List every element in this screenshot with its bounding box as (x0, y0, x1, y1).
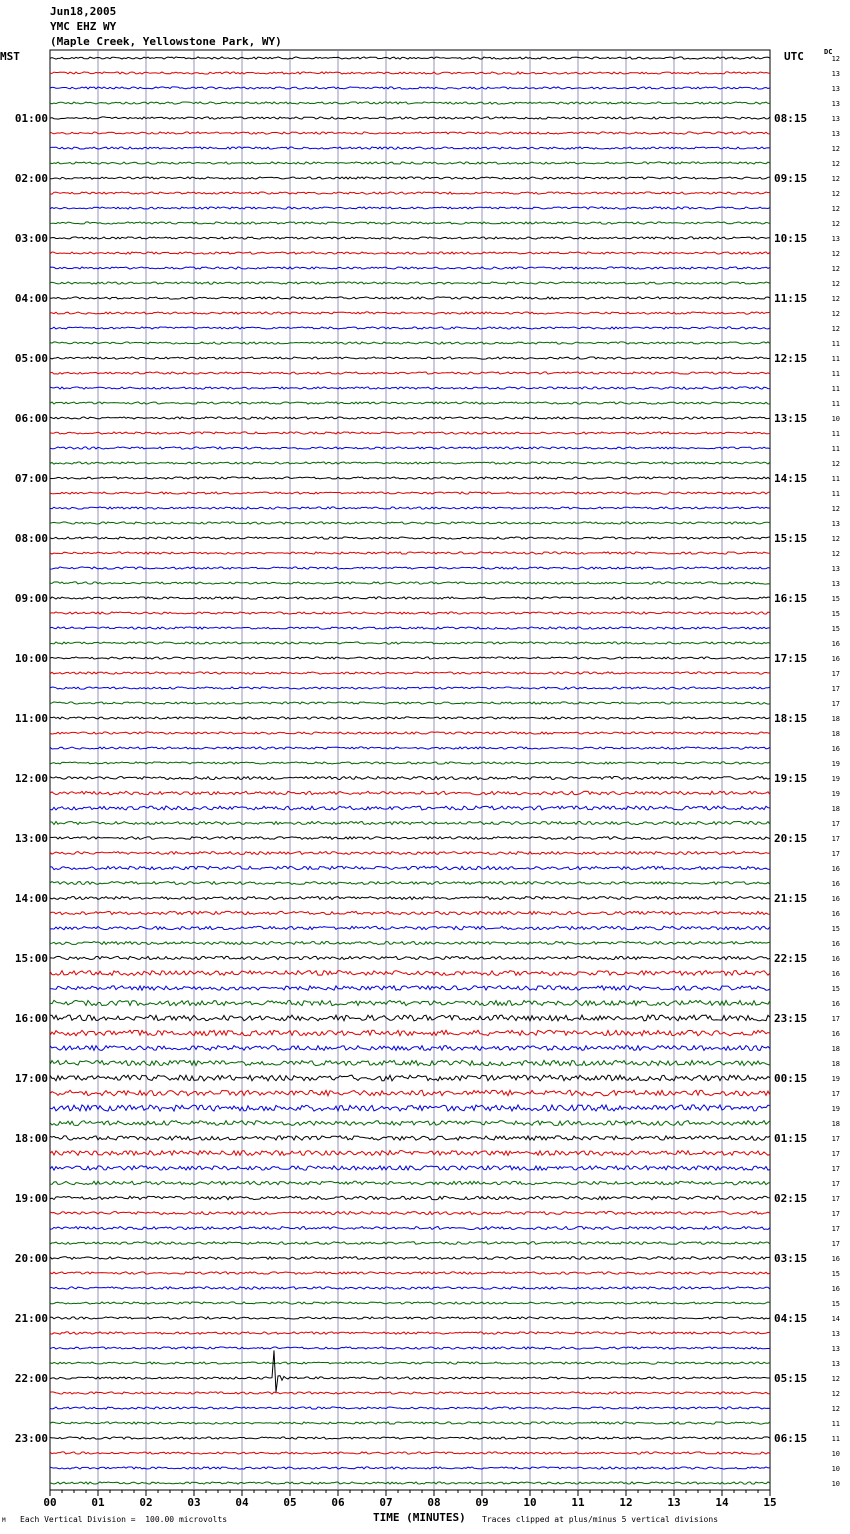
seismic-trace (50, 1121, 770, 1126)
dc-offset-value: 13 (831, 235, 840, 243)
seismic-trace (50, 447, 770, 449)
mst-hour-label: 13:00 (14, 832, 48, 845)
dc-offset-value: 11 (831, 475, 840, 483)
mst-hour-label: 04:00 (14, 292, 48, 305)
seismic-trace (50, 762, 770, 764)
dc-offset-value: 13 (831, 100, 840, 108)
x-tick-label: 00 (43, 1496, 57, 1509)
dc-offset-value: 17 (831, 1240, 840, 1248)
utc-hour-label: 12:15 (774, 352, 808, 365)
dc-offset-value: 16 (831, 1030, 840, 1038)
dc-offset-value: 17 (831, 1180, 840, 1188)
x-tick-label: 04 (235, 1496, 249, 1509)
mst-hour-label: 08:00 (14, 532, 48, 545)
seismic-trace (50, 192, 770, 194)
dc-offset-value: 16 (831, 880, 840, 888)
mst-hour-label: 16:00 (14, 1012, 48, 1025)
scale-note: Each Vertical Division = 100.00 microvolts (20, 1515, 228, 1524)
seismic-trace (50, 582, 770, 584)
seismic-trace (50, 1257, 770, 1260)
dc-offset-value: 12 (831, 535, 840, 543)
dc-offset-value: 12 (831, 220, 840, 228)
seismic-trace (50, 117, 770, 119)
x-axis-title: TIME (MINUTES) (373, 1511, 466, 1524)
seismic-trace (50, 1151, 770, 1156)
seismic-trace (50, 897, 770, 900)
seismic-trace (50, 866, 770, 870)
dc-offset-value: 17 (831, 1210, 840, 1218)
x-tick-label: 14 (715, 1496, 729, 1509)
seismic-trace (50, 567, 770, 569)
seismic-trace (50, 1467, 770, 1469)
mst-hour-label: 03:00 (14, 232, 48, 245)
seismic-trace (50, 507, 770, 509)
seismic-trace (50, 237, 770, 239)
seismic-trace (50, 1105, 770, 1111)
seismic-trace (50, 597, 770, 599)
dc-offset-value: 11 (831, 490, 840, 498)
dc-offset-value: 11 (831, 1420, 840, 1428)
mst-hour-label: 11:00 (14, 712, 48, 725)
seismic-trace (50, 1422, 770, 1424)
dc-offset-value: 19 (831, 760, 840, 768)
mst-hour-label: 22:00 (14, 1372, 48, 1385)
dc-offset-value: 17 (831, 1195, 840, 1203)
mst-hour-label: 10:00 (14, 652, 48, 665)
seismic-trace (50, 1317, 770, 1319)
seismic-trace (50, 492, 770, 494)
utc-hour-label: 13:15 (774, 412, 808, 425)
dc-offset-value: 18 (831, 1120, 840, 1128)
seismic-trace (50, 1392, 770, 1394)
seismic-trace (50, 1437, 770, 1439)
seismic-trace (50, 971, 770, 976)
seismic-trace (50, 132, 770, 134)
seismic-trace (50, 1090, 770, 1096)
utc-hour-label: 10:15 (774, 232, 808, 245)
dc-offset-value: 17 (831, 835, 840, 843)
dc-offset-value: 12 (831, 325, 840, 333)
mst-hour-label: 19:00 (14, 1192, 48, 1205)
seismic-trace (50, 417, 770, 419)
seismic-trace (50, 342, 770, 344)
dc-offset-value: 13 (831, 565, 840, 573)
dc-offset-value: 17 (831, 850, 840, 858)
seismic-trace (50, 1482, 770, 1484)
mst-hour-label: 23:00 (14, 1432, 48, 1445)
dc-offset-value: 12 (831, 55, 840, 63)
seismic-trace (50, 1452, 770, 1454)
seismic-trace (50, 1287, 770, 1289)
utc-hour-label: 18:15 (774, 712, 808, 725)
seismic-trace (50, 282, 770, 284)
seismic-trace (50, 1332, 770, 1334)
seismic-trace (50, 522, 770, 524)
utc-hour-label: 23:15 (774, 1012, 808, 1025)
seismic-trace (50, 627, 770, 629)
dc-offset-value: 18 (831, 805, 840, 813)
dc-offset-value: 12 (831, 175, 840, 183)
dc-offset-value: 18 (831, 715, 840, 723)
utc-hour-label: 05:15 (774, 1372, 808, 1385)
dc-offset-value: 16 (831, 1255, 840, 1263)
x-tick-label: 11 (571, 1496, 585, 1509)
station-date: Jun18,2005 (50, 5, 117, 18)
dc-offset-value: 16 (831, 910, 840, 918)
seismic-trace (50, 1362, 770, 1364)
mst-hour-label: 21:00 (14, 1312, 48, 1325)
dc-offset-value: 10 (831, 1450, 840, 1458)
dc-offset-value: 11 (831, 400, 840, 408)
seismic-trace (50, 297, 770, 299)
seismic-trace (50, 267, 770, 269)
seismic-trace (50, 207, 770, 209)
seismic-trace (50, 1407, 770, 1409)
seismic-trace (50, 926, 770, 930)
seismic-trace (50, 252, 770, 254)
seismic-trace (50, 177, 770, 179)
seismic-trace (50, 822, 770, 825)
dc-offset-value: 12 (831, 505, 840, 513)
utc-hour-label: 00:15 (774, 1072, 808, 1085)
dc-offset-value: 17 (831, 1165, 840, 1173)
station-location: (Maple Creek, Yellowstone Park, WY) (50, 35, 282, 48)
seismic-trace (50, 57, 770, 59)
seismic-trace (50, 1350, 770, 1392)
dc-offset-value: 17 (831, 1225, 840, 1233)
seismic-trace (50, 162, 770, 164)
dc-offset-value: 11 (831, 340, 840, 348)
dc-offset-value: 11 (831, 355, 840, 363)
dc-offset-value: 19 (831, 790, 840, 798)
x-tick-label: 05 (283, 1496, 297, 1509)
seismic-trace (50, 552, 770, 554)
utc-hour-label: 09:15 (774, 172, 808, 185)
seismic-trace (50, 717, 770, 719)
mst-hour-label: 07:00 (14, 472, 48, 485)
seismic-trace (50, 537, 770, 539)
dc-offset-value: 13 (831, 115, 840, 123)
dc-offset-value: 17 (831, 1150, 840, 1158)
dc-offset-value: 16 (831, 655, 840, 663)
dc-offset-value: 12 (831, 550, 840, 558)
dc-offset-value: 12 (831, 265, 840, 273)
dc-offset-value: 16 (831, 940, 840, 948)
dc-offset-value: 13 (831, 130, 840, 138)
mst-hour-label: 02:00 (14, 172, 48, 185)
seismic-trace (50, 357, 770, 359)
seismic-trace (50, 687, 770, 689)
dc-offset-value: 12 (831, 310, 840, 318)
dc-offset-value: 11 (831, 370, 840, 378)
mst-hour-label: 01:00 (14, 112, 48, 125)
clip-note: Traces clipped at plus/minus 5 vertical divisions (482, 1515, 719, 1524)
seismic-trace (50, 72, 770, 74)
seismic-trace (50, 1060, 770, 1065)
left-timezone-label: MST (0, 50, 20, 63)
seismic-trace (50, 702, 770, 704)
corner-mark: M (2, 1517, 6, 1524)
utc-hour-label: 17:15 (774, 652, 808, 665)
mst-hour-label: 14:00 (14, 892, 48, 905)
dc-offset-value: 17 (831, 1015, 840, 1023)
dc-offset-value: 12 (831, 145, 840, 153)
mst-hour-label: 20:00 (14, 1252, 48, 1265)
dc-offset-value: 16 (831, 1000, 840, 1008)
seismic-trace (50, 942, 770, 945)
seismic-trace (50, 956, 770, 959)
seismic-trace (50, 102, 770, 104)
mst-hour-label: 09:00 (14, 592, 48, 605)
dc-offset-value: 15 (831, 925, 840, 933)
seismic-trace (50, 1242, 770, 1245)
seismic-trace (50, 222, 770, 224)
dc-offset-value: 12 (831, 295, 840, 303)
seismic-trace (50, 791, 770, 795)
utc-hour-label: 06:15 (774, 1432, 808, 1445)
seismic-trace (50, 1030, 770, 1035)
dc-offset-value: 17 (831, 1135, 840, 1143)
seismic-trace (50, 387, 770, 389)
dc-offset-value: 13 (831, 580, 840, 588)
utc-hour-label: 08:15 (774, 112, 808, 125)
dc-offset-header: DC (824, 48, 833, 56)
dc-offset-value: 16 (831, 865, 840, 873)
utc-hour-label: 03:15 (774, 1252, 808, 1265)
seismic-trace (50, 462, 770, 464)
seismic-trace (50, 837, 770, 840)
utc-hour-label: 11:15 (774, 292, 808, 305)
mst-hour-label: 06:00 (14, 412, 48, 425)
seismic-trace (50, 732, 770, 734)
seismic-trace (50, 642, 770, 644)
dc-offset-value: 17 (831, 670, 840, 678)
utc-hour-label: 22:15 (774, 952, 808, 965)
dc-offset-value: 13 (831, 85, 840, 93)
dc-offset-value: 17 (831, 700, 840, 708)
seismic-trace (50, 852, 770, 855)
seismic-trace (50, 1302, 770, 1304)
x-tick-label: 13 (667, 1496, 681, 1509)
dc-offset-value: 17 (831, 820, 840, 828)
seismic-trace (50, 327, 770, 329)
utc-hour-label: 15:15 (774, 532, 808, 545)
seismic-trace (50, 1166, 770, 1170)
right-timezone-label: UTC (784, 50, 804, 63)
seismic-trace (50, 87, 770, 89)
seismic-trace (50, 672, 770, 674)
dc-offset-value: 16 (831, 895, 840, 903)
dc-offset-value: 16 (831, 1285, 840, 1293)
dc-offset-value: 13 (831, 1330, 840, 1338)
dc-offset-value: 17 (831, 1090, 840, 1098)
dc-offset-value: 16 (831, 970, 840, 978)
dc-offset-value: 10 (831, 415, 840, 423)
dc-offset-value: 18 (831, 1060, 840, 1068)
seismic-trace (50, 1196, 770, 1200)
dc-offset-value: 19 (831, 1075, 840, 1083)
station-id: YMC EHZ WY (50, 20, 117, 33)
utc-hour-label: 21:15 (774, 892, 808, 905)
seismic-trace (50, 612, 770, 614)
seismic-trace (50, 882, 770, 885)
dc-offset-value: 13 (831, 1360, 840, 1368)
dc-offset-value: 15 (831, 610, 840, 618)
dc-offset-value: 11 (831, 445, 840, 453)
seismic-trace (50, 1000, 770, 1005)
seismic-trace (50, 1227, 770, 1230)
dc-offset-value: 15 (831, 1270, 840, 1278)
dc-offset-value: 12 (831, 1405, 840, 1413)
dc-offset-value: 12 (831, 1375, 840, 1383)
mst-hour-label: 18:00 (14, 1132, 48, 1145)
dc-offset-value: 12 (831, 1390, 840, 1398)
seismic-trace (50, 1212, 770, 1215)
x-tick-label: 07 (379, 1496, 393, 1509)
dc-offset-value: 19 (831, 775, 840, 783)
dc-offset-value: 12 (831, 280, 840, 288)
seismic-trace (50, 432, 770, 434)
dc-offset-value: 19 (831, 1105, 840, 1113)
dc-offset-value: 12 (831, 190, 840, 198)
x-tick-label: 03 (187, 1496, 201, 1509)
dc-offset-value: 15 (831, 625, 840, 633)
dc-offset-value: 16 (831, 745, 840, 753)
seismic-trace (50, 657, 770, 659)
x-tick-label: 06 (331, 1496, 345, 1509)
dc-offset-value: 12 (831, 205, 840, 213)
seismic-trace (50, 806, 770, 810)
seismic-trace (50, 1136, 770, 1140)
dc-offset-value: 11 (831, 385, 840, 393)
dc-offset-value: 13 (831, 70, 840, 78)
dc-offset-value: 12 (831, 460, 840, 468)
utc-hour-label: 14:15 (774, 472, 808, 485)
seismic-trace (50, 402, 770, 404)
dc-offset-value: 15 (831, 1300, 840, 1308)
dc-offset-value: 14 (831, 1315, 840, 1323)
utc-hour-label: 19:15 (774, 772, 808, 785)
utc-hour-label: 04:15 (774, 1312, 808, 1325)
dc-offset-value: 11 (831, 430, 840, 438)
dc-offset-value: 17 (831, 685, 840, 693)
mst-hour-label: 17:00 (14, 1072, 48, 1085)
dc-offset-value: 11 (831, 1435, 840, 1443)
x-tick-label: 09 (475, 1496, 489, 1509)
mst-hour-label: 12:00 (14, 772, 48, 785)
x-tick-label: 02 (139, 1496, 153, 1509)
seismic-trace (50, 911, 770, 914)
dc-offset-value: 10 (831, 1465, 840, 1473)
x-tick-label: 08 (427, 1496, 441, 1509)
dc-offset-value: 12 (831, 250, 840, 258)
seismic-trace (50, 1347, 770, 1349)
x-tick-label: 10 (523, 1496, 537, 1509)
x-tick-label: 12 (619, 1496, 633, 1509)
dc-offset-value: 15 (831, 595, 840, 603)
utc-hour-label: 20:15 (774, 832, 808, 845)
dc-offset-value: 16 (831, 955, 840, 963)
seismic-trace (50, 986, 770, 990)
dc-offset-value: 18 (831, 1045, 840, 1053)
dc-offset-value: 12 (831, 160, 840, 168)
seismic-trace (50, 477, 770, 479)
dc-offset-value: 13 (831, 520, 840, 528)
seismic-trace (50, 372, 770, 374)
mst-hour-label: 05:00 (14, 352, 48, 365)
seismic-trace (50, 1181, 770, 1184)
x-tick-label: 01 (91, 1496, 105, 1509)
dc-offset-value: 16 (831, 640, 840, 648)
dc-offset-value: 10 (831, 1480, 840, 1488)
seismic-trace (50, 1272, 770, 1274)
x-tick-label: 15 (763, 1496, 777, 1509)
utc-hour-label: 16:15 (774, 592, 808, 605)
seismic-trace (50, 747, 770, 749)
dc-offset-value: 18 (831, 730, 840, 738)
dc-offset-value: 13 (831, 1345, 840, 1353)
utc-hour-label: 02:15 (774, 1192, 808, 1205)
seismic-trace (50, 147, 770, 149)
seismic-trace (50, 1075, 770, 1081)
utc-hour-label: 01:15 (774, 1132, 808, 1145)
seismic-trace (50, 1015, 770, 1021)
seismic-trace (50, 312, 770, 314)
mst-hour-label: 15:00 (14, 952, 48, 965)
seismic-trace (50, 777, 770, 780)
seismic-trace (50, 1046, 770, 1051)
dc-offset-value: 15 (831, 985, 840, 993)
